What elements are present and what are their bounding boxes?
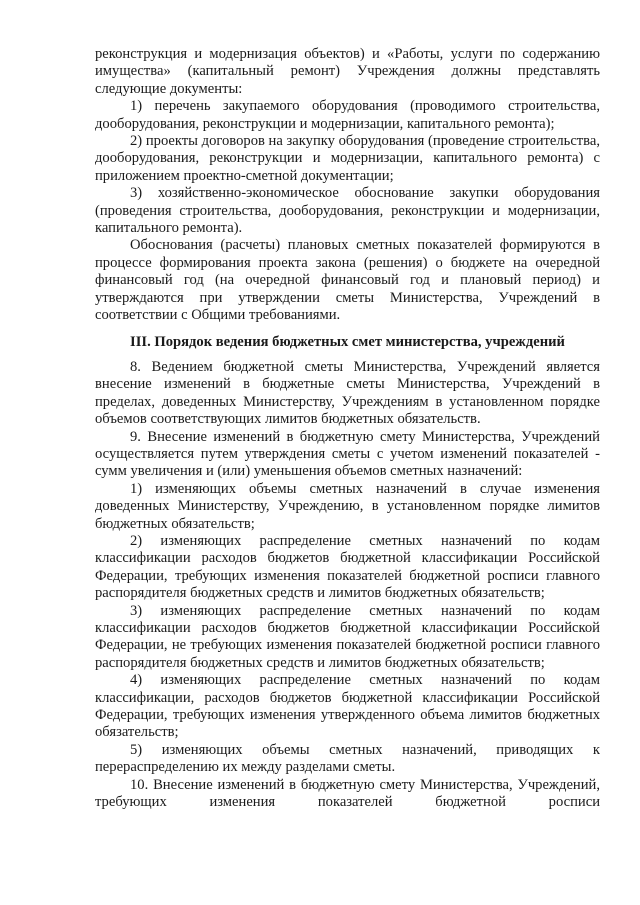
paragraph-justifications: Обоснования (расчеты) плановых сметных показателей формируются в процессе формирования проекта закона (решения) о бюджете на очередной финансовый год (на очередной финансовый год и плановый период) и утверждаются при утверждении сметы Министерства, Учреждений в соответствии с Общими требованиями. bbox=[95, 237, 600, 324]
list-item-3: 3) хозяйственно-экономическое обоснование закупки оборудования (проведения строительства, дооборудования, реконструкции и модернизации, капитального ремонта). bbox=[95, 185, 600, 237]
list-item-9-3: 3) изменяющих распределение сметных назначений по кодам классификации расходов бюджетов бюджетной классификации Российской Федерации, не требующих изменения показателей бюджетной росписи главного распорядителя бюджетных средств и лимитов бюджетных обязательств; bbox=[95, 602, 600, 671]
paragraph-8: 8. Ведением бюджетной сметы Министерства, Учреждений является внесение изменений в бюджетные сметы Министерства, Учреждений в пределах, доведенных Министерству, Учреждениям в установленном порядке объемов соответствующих лимитов бюджетных обязательств. bbox=[95, 358, 600, 428]
list-item-2: 2) проекты договоров на закупку оборудования (проведение строительства, дооборудования, реконструкции и модернизации, капитального ремонта) с приложением проектно-сметной документации; bbox=[95, 133, 600, 184]
list-item-9-2: 2) изменяющих распределение сметных назначений по кодам классификации расходов бюджетов бюджетной классификации Российской Федерации, требующих изменения показателей бюджетной росписи главного распорядителя бюджетных средств и лимитов бюджетных обязательств; bbox=[95, 532, 600, 602]
section-heading: III. Порядок ведения бюджетных смет министерства, учреждений bbox=[130, 333, 565, 350]
list-item-9-4: 4) изменяющих распределение сметных назначений по кодам классификации, расходов бюджетов бюджетной классификации Российской Федерации, требующих изменения утвержденного объема лимитов бюджетных обязательств; bbox=[95, 672, 600, 741]
paragraph-10: 10. Внесение изменений в бюджетную смету Министерства, Учреждений, требующих изменения показателей бюджетной росписи bbox=[95, 776, 600, 811]
list-item-9-5: 5) изменяющих объемы сметных назначений, приводящих к перераспределению их между разделами сметы. bbox=[95, 741, 600, 776]
list-item-9-1: 1) изменяющих объемы сметных назначений в случае изменения доведенных Министерству, Учреждению, в установленном порядке лимитов бюджетных обязательств; bbox=[95, 480, 600, 532]
document-body bbox=[95, 46, 600, 811]
paragraph-9: 9. Внесение изменений в бюджетную смету Министерства, Учреждений осуществляется путем утверждения сметы с учетом изменений показателей - сумм увеличения и (или) уменьшения объемов сметных назначений: bbox=[95, 428, 600, 480]
paragraph-continuation: реконструкция и модернизация объектов) и «Работы, услуги по содержанию имущества» (капитальный ремонт) Учреждения должны представлять следующие документы: bbox=[95, 46, 600, 97]
list-item-1: 1) перечень закупаемого оборудования (проводимого строительства, дооборудования, реконструкции и модернизации, капитального ремонта); bbox=[95, 98, 600, 132]
